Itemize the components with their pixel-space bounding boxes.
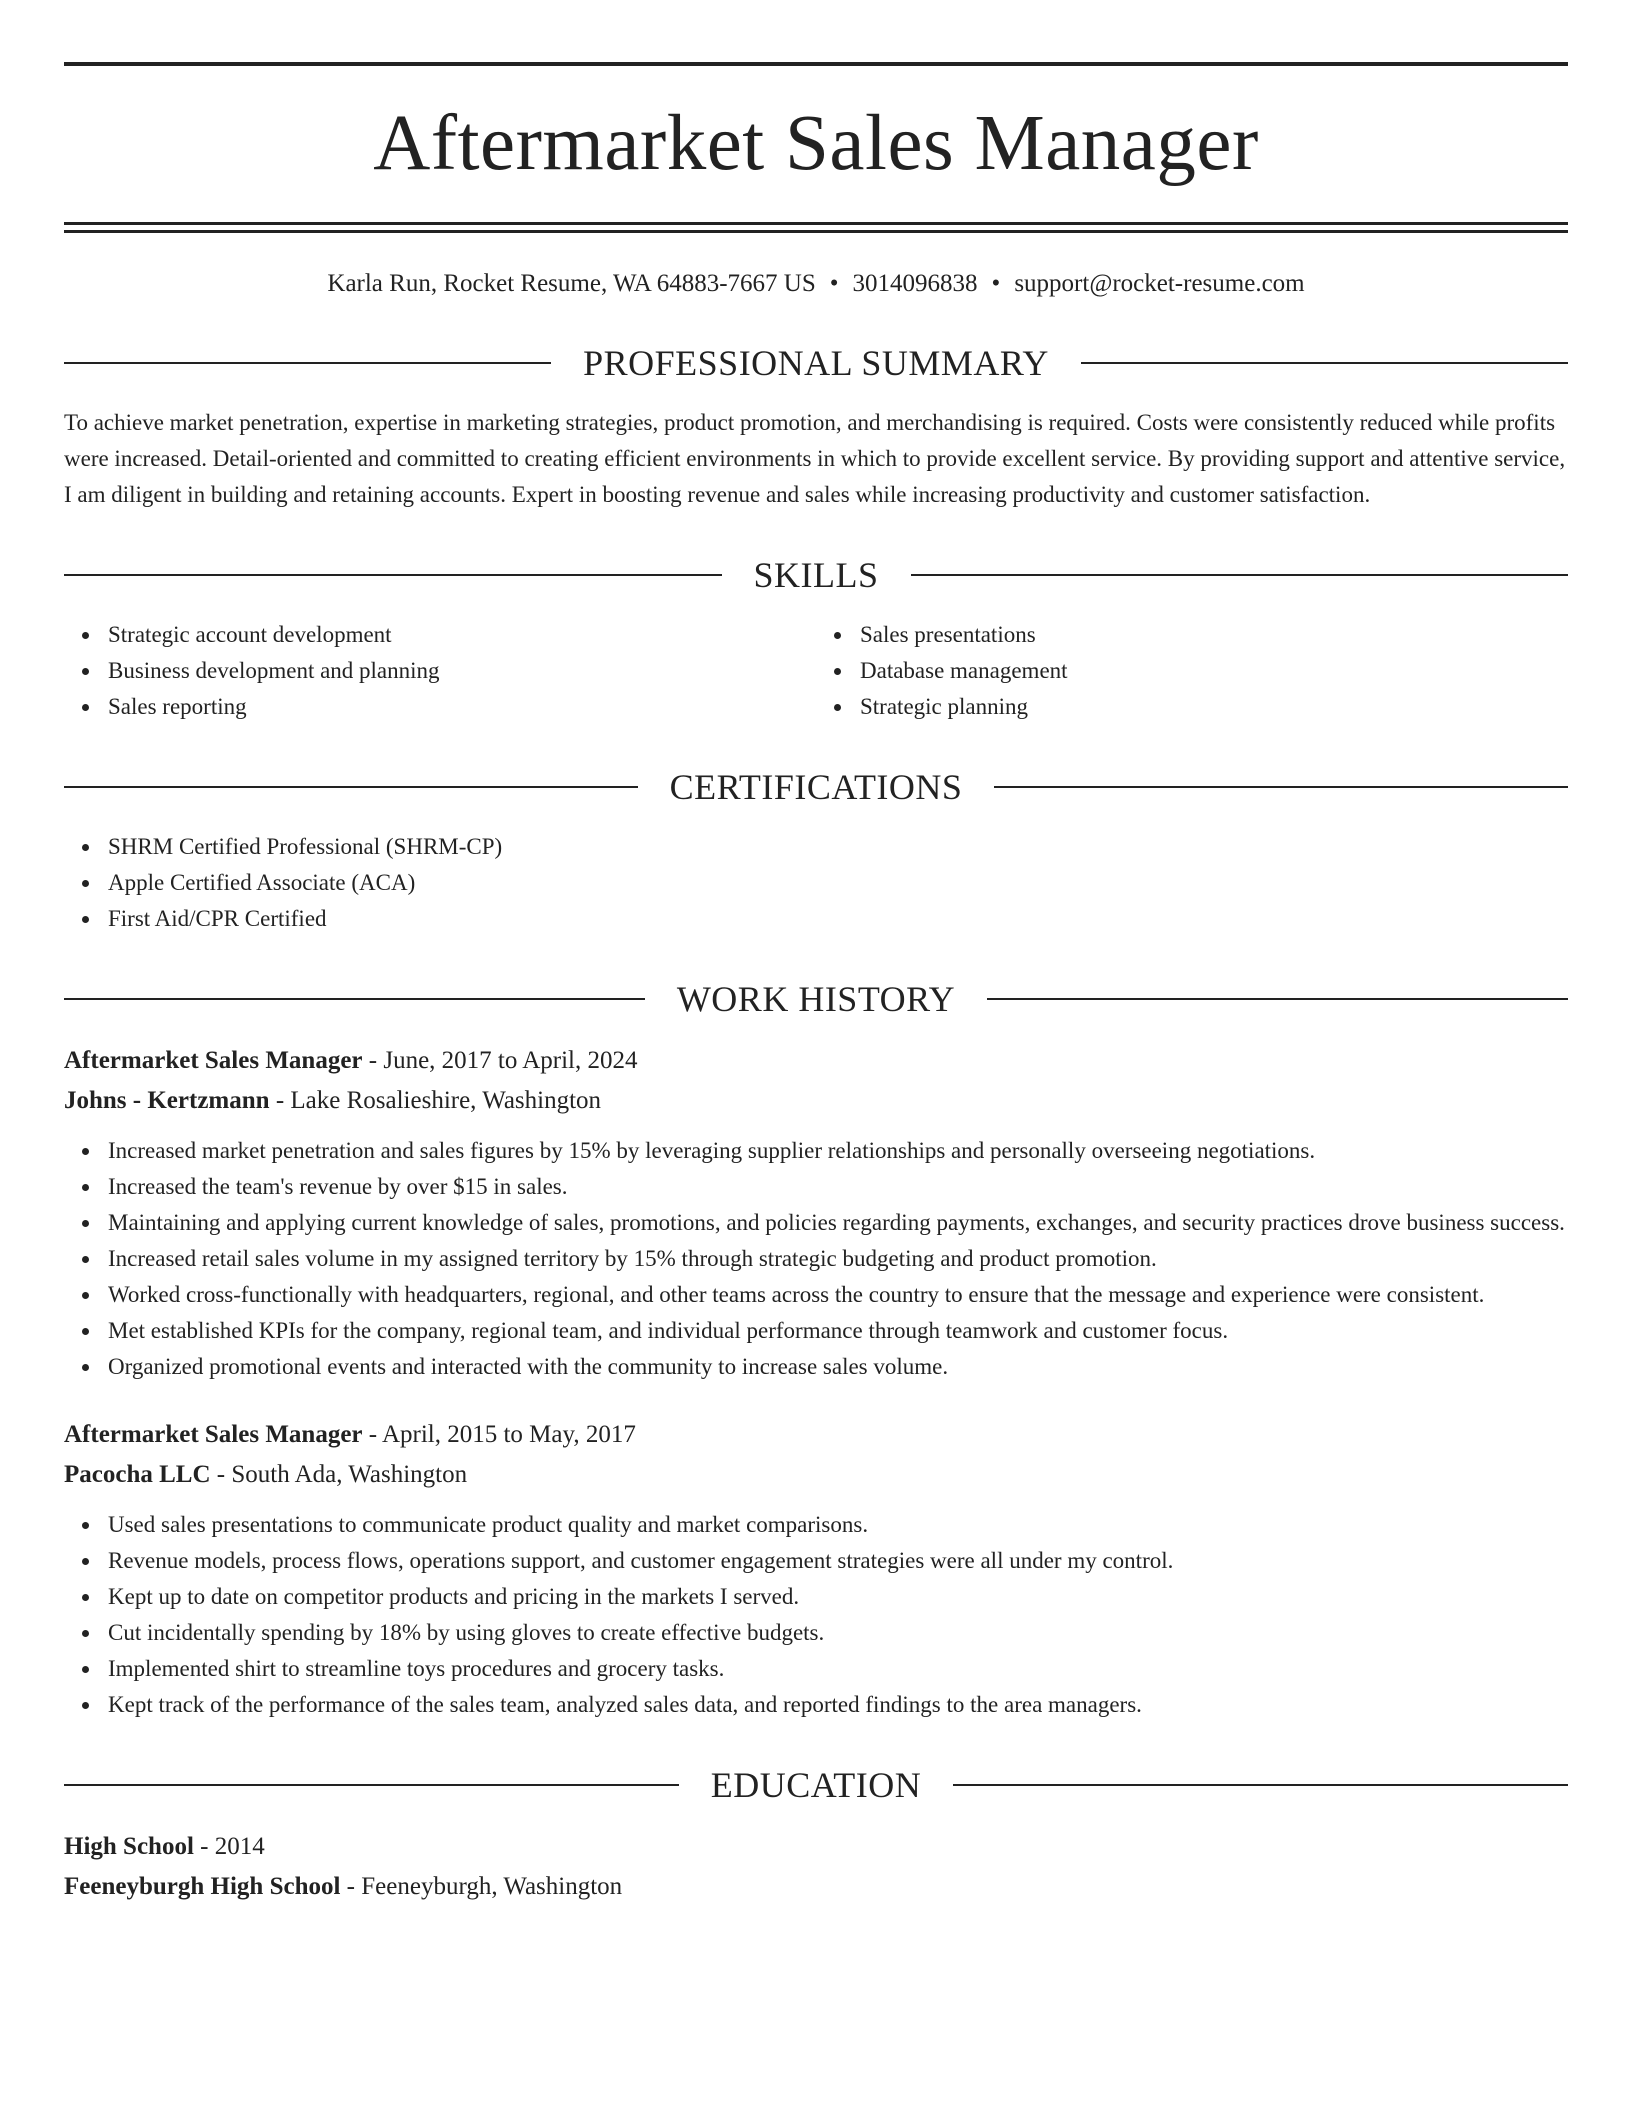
job-bullet: Increased retail sales volume in my assigned territory by 15% through strategic budgeting and product promotion. <box>108 1241 1568 1277</box>
skill-item: Strategic account development <box>108 617 816 653</box>
certification-item: SHRM Certified Professional (SHRM-CP) <box>108 829 1568 865</box>
skill-item: Business development and planning <box>108 653 816 689</box>
heading-rule-right <box>994 786 1568 788</box>
education-degree: High School <box>64 1833 194 1860</box>
education-degree-line <box>64 1827 1568 1867</box>
skill-item: Sales reporting <box>108 689 816 725</box>
resume-title: Aftermarket Sales Manager <box>373 100 1259 187</box>
work-heading-label: WORK HISTORY <box>676 979 956 1019</box>
skill-item: Strategic planning <box>860 689 1568 725</box>
job-location: - South Ada, Washington <box>210 1461 468 1488</box>
heading-rule-right <box>911 574 1569 576</box>
job-bullet: Cut incidentally spending by 18% by using gloves to create effective budgets. <box>108 1615 1568 1651</box>
certification-item: First Aid/CPR Certified <box>108 901 1568 937</box>
job-bullet: Kept track of the performance of the sales team, analyzed sales data, and reported findings to the area managers. <box>108 1687 1568 1723</box>
heading-rule-right <box>987 998 1568 1000</box>
heading-rule-left <box>64 574 722 576</box>
heading-rule-left <box>64 786 638 788</box>
contact-address: Karla Run, Rocket Resume, WA 64883-7667 US <box>327 270 816 297</box>
skills-column-right <box>816 617 1568 725</box>
job-entry <box>64 1041 1568 1385</box>
education-location: - Feeneyburgh, Washington <box>340 1873 623 1900</box>
heading-rule-right <box>953 1784 1568 1786</box>
job-company-line <box>64 1455 1568 1495</box>
summary-heading <box>64 341 1568 385</box>
summary-text: To achieve market penetration, expertise in marketing strategies, product promotion, and merchandising is required. Costs were consistently reduced while profits were increased. Detail-oriented and committed to creating efficient environments in which to provide excellent service. By providing support and attentive service, I am diligent in building and retaining accounts. Expert in boosting revenue and sales while increasing productivity and customer satisfaction. <box>64 410 1566 507</box>
job-bullet: Met established KPIs for the company, regional team, and individual performance through teamwork and customer focus. <box>108 1313 1568 1349</box>
job-bullet: Organized promotional events and interacted with the community to increase sales volume. <box>108 1349 1568 1385</box>
certifications-heading <box>64 765 1568 809</box>
work-heading <box>64 977 1568 1021</box>
job-bullet: Implemented shirt to streamline toys procedures and grocery tasks. <box>108 1651 1568 1687</box>
education-school: Feeneyburgh High School <box>64 1873 341 1900</box>
skill-item: Sales presentations <box>860 617 1568 653</box>
contact-line <box>64 267 1568 301</box>
contact-separator: • <box>829 270 839 297</box>
job-dates: - April, 2015 to May, 2017 <box>362 1421 636 1448</box>
education-school-line <box>64 1867 1568 1907</box>
job-bullet: Increased market penetration and sales figures by 15% by leveraging supplier relationships and personally overseeing negotiations. <box>108 1133 1568 1169</box>
job-dates: - June, 2017 to April, 2024 <box>362 1047 638 1074</box>
job-title-line <box>64 1415 1568 1455</box>
job-company: Pacocha LLC <box>64 1461 211 1488</box>
heading-rule-left <box>64 998 645 1000</box>
job-title-line <box>64 1041 1568 1081</box>
job-bullets <box>64 1133 1568 1385</box>
job-bullet: Revenue models, process flows, operations support, and customer engagement strategies were all under my control. <box>108 1543 1568 1579</box>
skills-column-left <box>64 617 816 725</box>
skills-heading <box>64 553 1568 597</box>
job-location: - Lake Rosalieshire, Washington <box>269 1087 602 1114</box>
job-bullets <box>64 1507 1568 1723</box>
title-double-rule <box>64 222 1568 233</box>
top-rule <box>64 62 1568 66</box>
education-entry <box>64 1827 1568 1907</box>
job-bullet: Increased the team's revenue by over $15 in sales. <box>108 1169 1568 1205</box>
certification-item: Apple Certified Associate (ACA) <box>108 865 1568 901</box>
summary-heading-label: PROFESSIONAL SUMMARY <box>583 343 1049 383</box>
job-company-line <box>64 1081 1568 1121</box>
job-bullet: Kept up to date on competitor products and pricing in the markets I served. <box>108 1579 1568 1615</box>
skill-item: Database management <box>860 653 1568 689</box>
job-role: Aftermarket Sales Manager <box>64 1421 363 1448</box>
job-role: Aftermarket Sales Manager <box>64 1047 363 1074</box>
certifications-list <box>64 829 1568 937</box>
job-bullet: Maintaining and applying current knowledge of sales, promotions, and policies regarding payments, exchanges, and security practices drove business success. <box>108 1205 1568 1241</box>
contact-email: support@rocket-resume.com <box>1014 270 1305 297</box>
education-heading <box>64 1763 1568 1807</box>
job-company: Johns - Kertzmann <box>64 1087 270 1114</box>
contact-phone: 3014096838 <box>852 270 978 297</box>
job-bullet: Used sales presentations to communicate product quality and market comparisons. <box>108 1507 1568 1543</box>
heading-rule-left <box>64 362 551 364</box>
skills-list <box>64 617 1568 725</box>
education-heading-label: EDUCATION <box>710 1765 922 1805</box>
certifications-heading-label: CERTIFICATIONS <box>669 767 963 807</box>
skills-heading-label: SKILLS <box>753 555 879 595</box>
contact-separator: • <box>991 270 1001 297</box>
job-entry <box>64 1415 1568 1723</box>
heading-rule-right <box>1081 362 1568 364</box>
education-year: - 2014 <box>193 1833 265 1860</box>
job-bullet: Worked cross-functionally with headquarters, regional, and other teams across the country to ensure that the message and experience were consistent. <box>108 1277 1568 1313</box>
heading-rule-left <box>64 1784 679 1786</box>
